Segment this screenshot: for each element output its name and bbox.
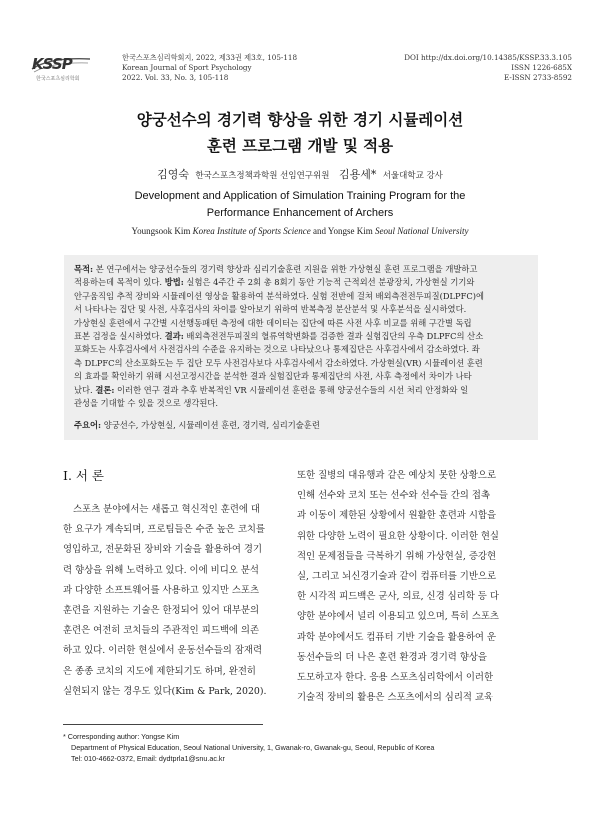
text-line: 영입하고, 전문화된 장비와 기술을 활용하여 경기 xyxy=(63,544,263,556)
journal-line: 2022. Vol. 33, No. 3, 105-118 xyxy=(122,73,229,82)
abstract-label-result: 결과: xyxy=(164,331,184,342)
journal-line: Korean Journal of Sport Psychology xyxy=(122,63,252,72)
title-korean-line1: 양궁선수의 경기력 향상을 위한 경기 시뮬레이션 xyxy=(136,110,464,129)
eissn-line: E-ISSN 2733-8592 xyxy=(504,73,572,82)
author-name: 김용세* xyxy=(338,168,377,181)
text-line: 과 이동이 제한된 상황에서 원활한 훈련과 시합을 xyxy=(297,510,497,522)
body-column-right xyxy=(297,466,539,708)
abstract-box xyxy=(64,255,538,440)
abstract-label-method: 방법: xyxy=(164,277,184,288)
abstract-line: 의 효과를 확인하기 위해 시선고정시간을 분석한 결과 실험집단과 통제집단의 사전, 사후 측정에서 차이가 나타 xyxy=(74,371,472,382)
text-line: 인해 선수와 코치 또는 선수와 선수들 간의 접촉 xyxy=(297,490,490,502)
text-line: 도모하고자 한다. 응용 스포츠심리학에서 이러한 xyxy=(297,672,494,684)
keywords-text: 양궁선수, 가상현실, 시뮬레이션 훈련, 경기력, 심리기술훈련 xyxy=(101,420,320,430)
author-name: Youngsook Kim xyxy=(131,226,191,236)
text-line: 과 다양한 소프트웨어를 사용하고 있지만 스포츠 xyxy=(63,584,260,596)
authors-korean xyxy=(0,166,600,182)
text-line: 실, 그리고 뇌신경기술과 같이 컴퓨터를 기반으로 xyxy=(297,571,497,583)
text-line: 하고 있다. 이러한 현실에서 운동선수들의 잠재력 xyxy=(63,645,263,657)
text-line: 력 향상을 위해 노력하고 있다. 이에 비디오 분석 xyxy=(63,564,259,576)
abstract-label-conclusion: 결론: xyxy=(95,384,115,395)
title-english-line2: Performance Enhancement of Archers xyxy=(206,207,394,219)
author-affiliation: Seoul National University xyxy=(375,226,469,236)
text-line: 한 요구가 계속되며, 프로팀들은 수준 높은 코치를 xyxy=(63,524,265,536)
abstract-line: 표본 검정을 실시하였다. 결과: 배외측전전두피질의 혈류역학변화를 검증한 결과 실험집단의 우측 DLPFC의 산소 xyxy=(74,331,484,342)
abstract-line: 관성을 기대할 수 있을 것으로 생각된다. xyxy=(74,398,219,409)
footnote-contact: Tel: 010-4662-0372, Email: dydtprla1@snu.ac.kr xyxy=(71,754,225,763)
text-line: 한 시각적 피드백은 군사, 의료, 신경 심리학 등 다 xyxy=(297,591,499,603)
issn-line: ISSN 1226-685X xyxy=(511,63,572,72)
body-paragraph xyxy=(63,500,305,702)
author-name: 김영숙 xyxy=(157,168,189,181)
footnote-divider xyxy=(63,724,263,725)
author-affiliation: 서울대학교 강사 xyxy=(382,171,443,181)
abstract-line: 목적: 본 연구에서는 양궁선수들의 경기력 향상과 심리기술훈련 지원을 위한 가상현실 훈련 프로그램을 개발하고 xyxy=(74,264,478,274)
text-line: 기술적 장비의 활용은 스포츠에서의 심리적 교육 xyxy=(297,692,494,704)
abstract-line: 안구움직임 추적 장비와 시뮬레이션 영상을 활용하여 분석하였다. 실험 전반에 걸쳐 배외측전전두피질(DLPFC)에 xyxy=(74,290,484,301)
footnote-address: Department of Physical Education, Seoul National University, 1, Gwanak-ro, Gwanak-gu, Seoul, Republic of Korea xyxy=(71,743,435,752)
abstract-text xyxy=(74,263,528,410)
author-affiliation: 한국스포츠정책과학원 선임연구위원 xyxy=(195,171,330,181)
doi-line: DOI http://dx.doi.org/10.14385/KSSP.33.3.105 xyxy=(404,53,572,62)
abstract-line: 났다. 결론: 이러한 연구 결과 추후 반복적인 VR 시뮬레이션 훈련을 통해 양궁선수들의 시선 처리 안정화와 일 xyxy=(74,384,469,395)
footnote xyxy=(63,731,543,764)
text-line: 실현되지 않는 경우도 있다(Kim & Park, 2020). xyxy=(63,685,267,697)
text-line: 스포츠 분야에서는 새롭고 혁신적인 훈련에 대 xyxy=(73,504,260,515)
abstract-label-purpose: 목적: xyxy=(74,264,94,274)
logo-text: KSSP xyxy=(32,55,72,73)
keywords-label: 주요어: xyxy=(74,420,102,430)
journal-line: 한국스포츠심리학회지, 2022, 제33권 제3호, 105-118 xyxy=(122,53,298,62)
authors-english xyxy=(0,226,600,236)
journal-logo xyxy=(30,53,92,89)
text-line: 동선수들의 더 나은 훈련 환경과 경기력 향상을 xyxy=(297,651,487,663)
footnote-corresponding-author: * Corresponding author: Yongse Kim xyxy=(63,732,180,741)
text-line: 양한 분야에서 널리 이용되고 있으며, 특히 스포츠 xyxy=(297,611,499,623)
doi-issn xyxy=(404,53,572,83)
text-line: 훈련을 지원하는 기술은 한정되어 있어 대부분의 xyxy=(63,605,260,617)
author-name: Yongse Kim xyxy=(327,226,373,236)
text-line: 은 종종 코치의 지도에 제한되기도 하며, 완전히 xyxy=(63,665,256,677)
body-paragraph xyxy=(297,466,539,708)
text-line: 과학 분야에서도 컴퓨터 기반 기술을 활용하여 운 xyxy=(297,631,497,643)
logo-subtext: 한국스포츠심리학회 xyxy=(36,76,80,82)
author-conjunction: and xyxy=(312,226,326,236)
journal-citation xyxy=(122,53,297,83)
abstract-line: 포화도는 사후검사에서 사전검사의 수준을 유지하는 것으로 나타났으나 통제집단은 사후검사에서 감소하였다. 좌 xyxy=(74,344,480,355)
title-english-line1: Development and Application of Simulation Training Program for the xyxy=(134,190,466,202)
body-column-left xyxy=(63,466,305,702)
keywords xyxy=(74,419,528,431)
text-line: 적인 문제점들을 극복하기 위해 가상현실, 증강현 xyxy=(297,550,497,562)
abstract-line: 가상현실 훈련에서 구간별 시선행동패턴 측정에 대한 데이터는 집단에 따른 사전 사후 비교를 위해 구간별 독립 xyxy=(74,317,472,328)
journal-header xyxy=(30,53,572,89)
abstract-line: 측 DLPFC의 산소포화도는 두 집단 모두 사전검사보다 사후검사에서 감소하였다. 가상현실(VR) 시뮬레이션 훈련 xyxy=(74,357,483,368)
author-affiliation: Korea Institute of Sports Science xyxy=(192,226,311,236)
text-line: 위한 다양한 노력이 필요한 상황이다. 이러한 현실 xyxy=(297,530,499,542)
text-line: 또한 질병의 대유행과 같은 예상치 못한 상황으로 xyxy=(297,470,497,481)
section-heading: I. 서 론 xyxy=(63,468,105,483)
text-line: 훈련은 여전히 코치들의 주관적인 피드백에 의존 xyxy=(63,625,260,637)
title-korean-line2: 훈련 프로그램 개발 및 적용 xyxy=(206,136,394,155)
abstract-line: 적용하는데 목적이 있다. 방법: 실험은 4주간 주 2회 총 8회기 동안 기능적 근적외선 분광장치, 가상현실 기기와 xyxy=(74,277,475,288)
abstract-line: 서 나타나는 집단 및 사전, 사후검사의 차이를 알아보기 위하여 반복측정 분산분석 및 사후분석을 실시하였다. xyxy=(74,304,467,315)
